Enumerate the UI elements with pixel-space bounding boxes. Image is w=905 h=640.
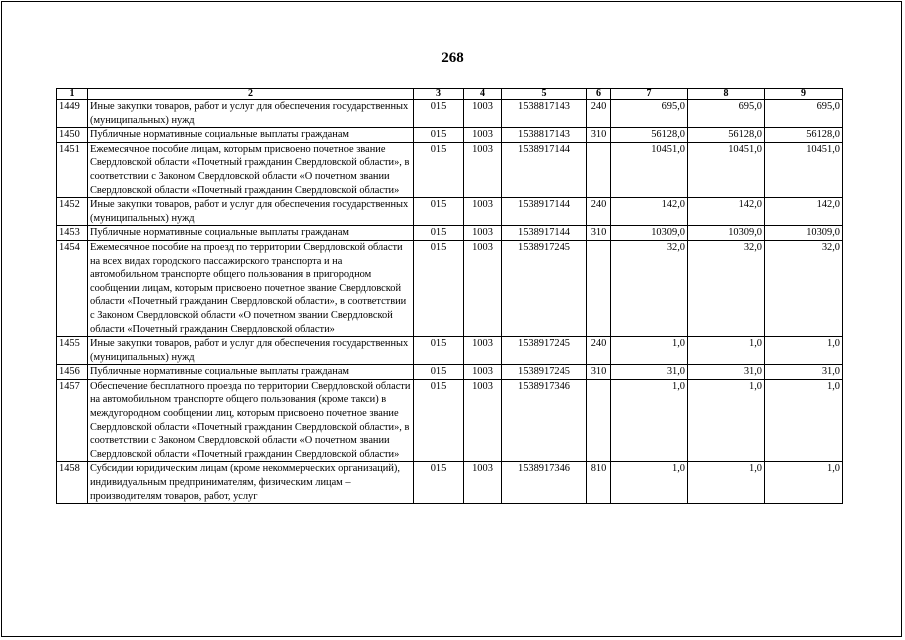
- row-col3: 015: [414, 379, 464, 462]
- row-col6: [587, 142, 611, 197]
- col-header-6: 6: [587, 89, 611, 100]
- row-name: Публичные нормативные социальные выплаты гражданам: [88, 128, 414, 143]
- row-number: 1451: [57, 142, 88, 197]
- table-row: [57, 100, 843, 128]
- row-name: Публичные нормативные социальные выплаты гражданам: [88, 226, 414, 241]
- row-col9: 32,0: [765, 240, 843, 336]
- col-header-3: 3: [414, 89, 464, 100]
- row-col7: 695,0: [611, 100, 688, 128]
- row-col9: 1,0: [765, 337, 843, 365]
- row-col5: 1538917144: [502, 142, 587, 197]
- row-col7: 1,0: [611, 462, 688, 504]
- row-col3: 015: [414, 462, 464, 504]
- row-col4: 1003: [464, 365, 502, 380]
- row-col8: 56128,0: [688, 128, 765, 143]
- row-name: Иные закупки товаров, работ и услуг для обеспечения государственных (муниципальных) нужд: [88, 198, 414, 226]
- table-row: [57, 142, 843, 197]
- row-col4: 1003: [464, 128, 502, 143]
- row-number: 1457: [57, 379, 88, 462]
- row-col9: 142,0: [765, 198, 843, 226]
- row-col9: 56128,0: [765, 128, 843, 143]
- row-number: 1449: [57, 100, 88, 128]
- row-col9: 695,0: [765, 100, 843, 128]
- row-col6: 310: [587, 365, 611, 380]
- table-row: [57, 462, 843, 504]
- row-name: Субсидии юридическим лицам (кроме некоммерческих организаций), индивидуальным предпринимателям, физическим лицам – производителям товаров, работ, услуг: [88, 462, 414, 504]
- row-col5: 1538817143: [502, 128, 587, 143]
- row-col7: 10309,0: [611, 226, 688, 241]
- row-col6: 240: [587, 337, 611, 365]
- row-col8: 1,0: [688, 337, 765, 365]
- row-number: 1450: [57, 128, 88, 143]
- col-header-5: 5: [502, 89, 587, 100]
- row-name: Ежемесячное пособие лицам, которым присвоено почетное звание Свердловской области «Почетный гражданин Свердловской области», в соответствии с Законом Свердловской области «О почетном звании Свердловской области «Почетный гражданин Свердловской области»: [88, 142, 414, 197]
- row-col6: 240: [587, 198, 611, 226]
- row-col8: 31,0: [688, 365, 765, 380]
- row-col8: 1,0: [688, 462, 765, 504]
- row-name: Ежемесячное пособие на проезд по территории Свердловской области на всех видах городского пассажирского транспорта и на автомобильном транспорте общего пользования в пригородном сообщении лицам, которым присвоено почетное звание Свердловской области «Почетный гражданин Свердловской области», в соответствии с Законом Свердловской области «О почетном звании Свердловской области «Почетный гражданин Свердловской области»: [88, 240, 414, 336]
- row-number: 1455: [57, 337, 88, 365]
- row-number: 1458: [57, 462, 88, 504]
- row-col9: 1,0: [765, 379, 843, 462]
- row-number: 1454: [57, 240, 88, 336]
- row-col9: 31,0: [765, 365, 843, 380]
- row-col3: 015: [414, 337, 464, 365]
- col-header-2: 2: [88, 89, 414, 100]
- row-col3: 015: [414, 226, 464, 241]
- row-col3: 015: [414, 198, 464, 226]
- col-header-4: 4: [464, 89, 502, 100]
- row-col4: 1003: [464, 337, 502, 365]
- row-col7: 1,0: [611, 337, 688, 365]
- row-col5: 1538917245: [502, 240, 587, 336]
- table-row: [57, 240, 843, 336]
- row-col8: 695,0: [688, 100, 765, 128]
- row-col5: 1538917346: [502, 462, 587, 504]
- row-col7: 32,0: [611, 240, 688, 336]
- row-col3: 015: [414, 142, 464, 197]
- row-col6: 310: [587, 226, 611, 241]
- row-col4: 1003: [464, 240, 502, 336]
- row-col7: 10451,0: [611, 142, 688, 197]
- row-col9: 1,0: [765, 462, 843, 504]
- row-col6: 240: [587, 100, 611, 128]
- col-header-1: 1: [57, 89, 88, 100]
- budget-table: [56, 88, 843, 504]
- row-col4: 1003: [464, 379, 502, 462]
- row-col5: 1538917144: [502, 226, 587, 241]
- row-name: Публичные нормативные социальные выплаты гражданам: [88, 365, 414, 380]
- row-name: Иные закупки товаров, работ и услуг для обеспечения государственных (муниципальных) нужд: [88, 337, 414, 365]
- row-col6: [587, 379, 611, 462]
- row-col5: 1538917144: [502, 198, 587, 226]
- row-number: 1452: [57, 198, 88, 226]
- row-col5: 1538917346: [502, 379, 587, 462]
- table-row: [57, 379, 843, 462]
- row-col8: 142,0: [688, 198, 765, 226]
- row-name: Иные закупки товаров, работ и услуг для обеспечения государственных (муниципальных) нужд: [88, 100, 414, 128]
- col-header-9: 9: [765, 89, 843, 100]
- row-col7: 142,0: [611, 198, 688, 226]
- row-col8: 10309,0: [688, 226, 765, 241]
- row-col3: 015: [414, 240, 464, 336]
- row-col5: 1538917245: [502, 365, 587, 380]
- col-header-7: 7: [611, 89, 688, 100]
- row-col6: 810: [587, 462, 611, 504]
- row-col4: 1003: [464, 462, 502, 504]
- row-col4: 1003: [464, 100, 502, 128]
- row-col3: 015: [414, 128, 464, 143]
- row-number: 1456: [57, 365, 88, 380]
- row-col4: 1003: [464, 226, 502, 241]
- row-col8: 10451,0: [688, 142, 765, 197]
- row-col5: 1538917245: [502, 337, 587, 365]
- row-col7: 1,0: [611, 379, 688, 462]
- header-row: [57, 89, 843, 100]
- row-col3: 015: [414, 100, 464, 128]
- row-col9: 10451,0: [765, 142, 843, 197]
- row-name: Обеспечение бесплатного проезда по территории Свердловской области на автомобильном транспорте общего пользования (кроме такси) в междугородном сообщении лиц, которым присвоено почетное звание Свердловской области «Почетный гражданин Свердловской области», в соответствии с Законом Свердловской области «О почетном звании Свердловской области «Почетный гражданин Свердловской области»: [88, 379, 414, 462]
- row-col8: 1,0: [688, 379, 765, 462]
- table-row: [57, 128, 843, 143]
- row-col6: 310: [587, 128, 611, 143]
- row-col8: 32,0: [688, 240, 765, 336]
- row-col9: 10309,0: [765, 226, 843, 241]
- row-col6: [587, 240, 611, 336]
- row-col4: 1003: [464, 142, 502, 197]
- table-row: [57, 337, 843, 365]
- row-col3: 015: [414, 365, 464, 380]
- page-number: 268: [441, 50, 464, 66]
- row-col5: 1538817143: [502, 100, 587, 128]
- row-col7: 56128,0: [611, 128, 688, 143]
- row-number: 1453: [57, 226, 88, 241]
- col-header-8: 8: [688, 89, 765, 100]
- row-col7: 31,0: [611, 365, 688, 380]
- table-row: [57, 226, 843, 241]
- table-row: [57, 198, 843, 226]
- row-col4: 1003: [464, 198, 502, 226]
- table-row: [57, 365, 843, 380]
